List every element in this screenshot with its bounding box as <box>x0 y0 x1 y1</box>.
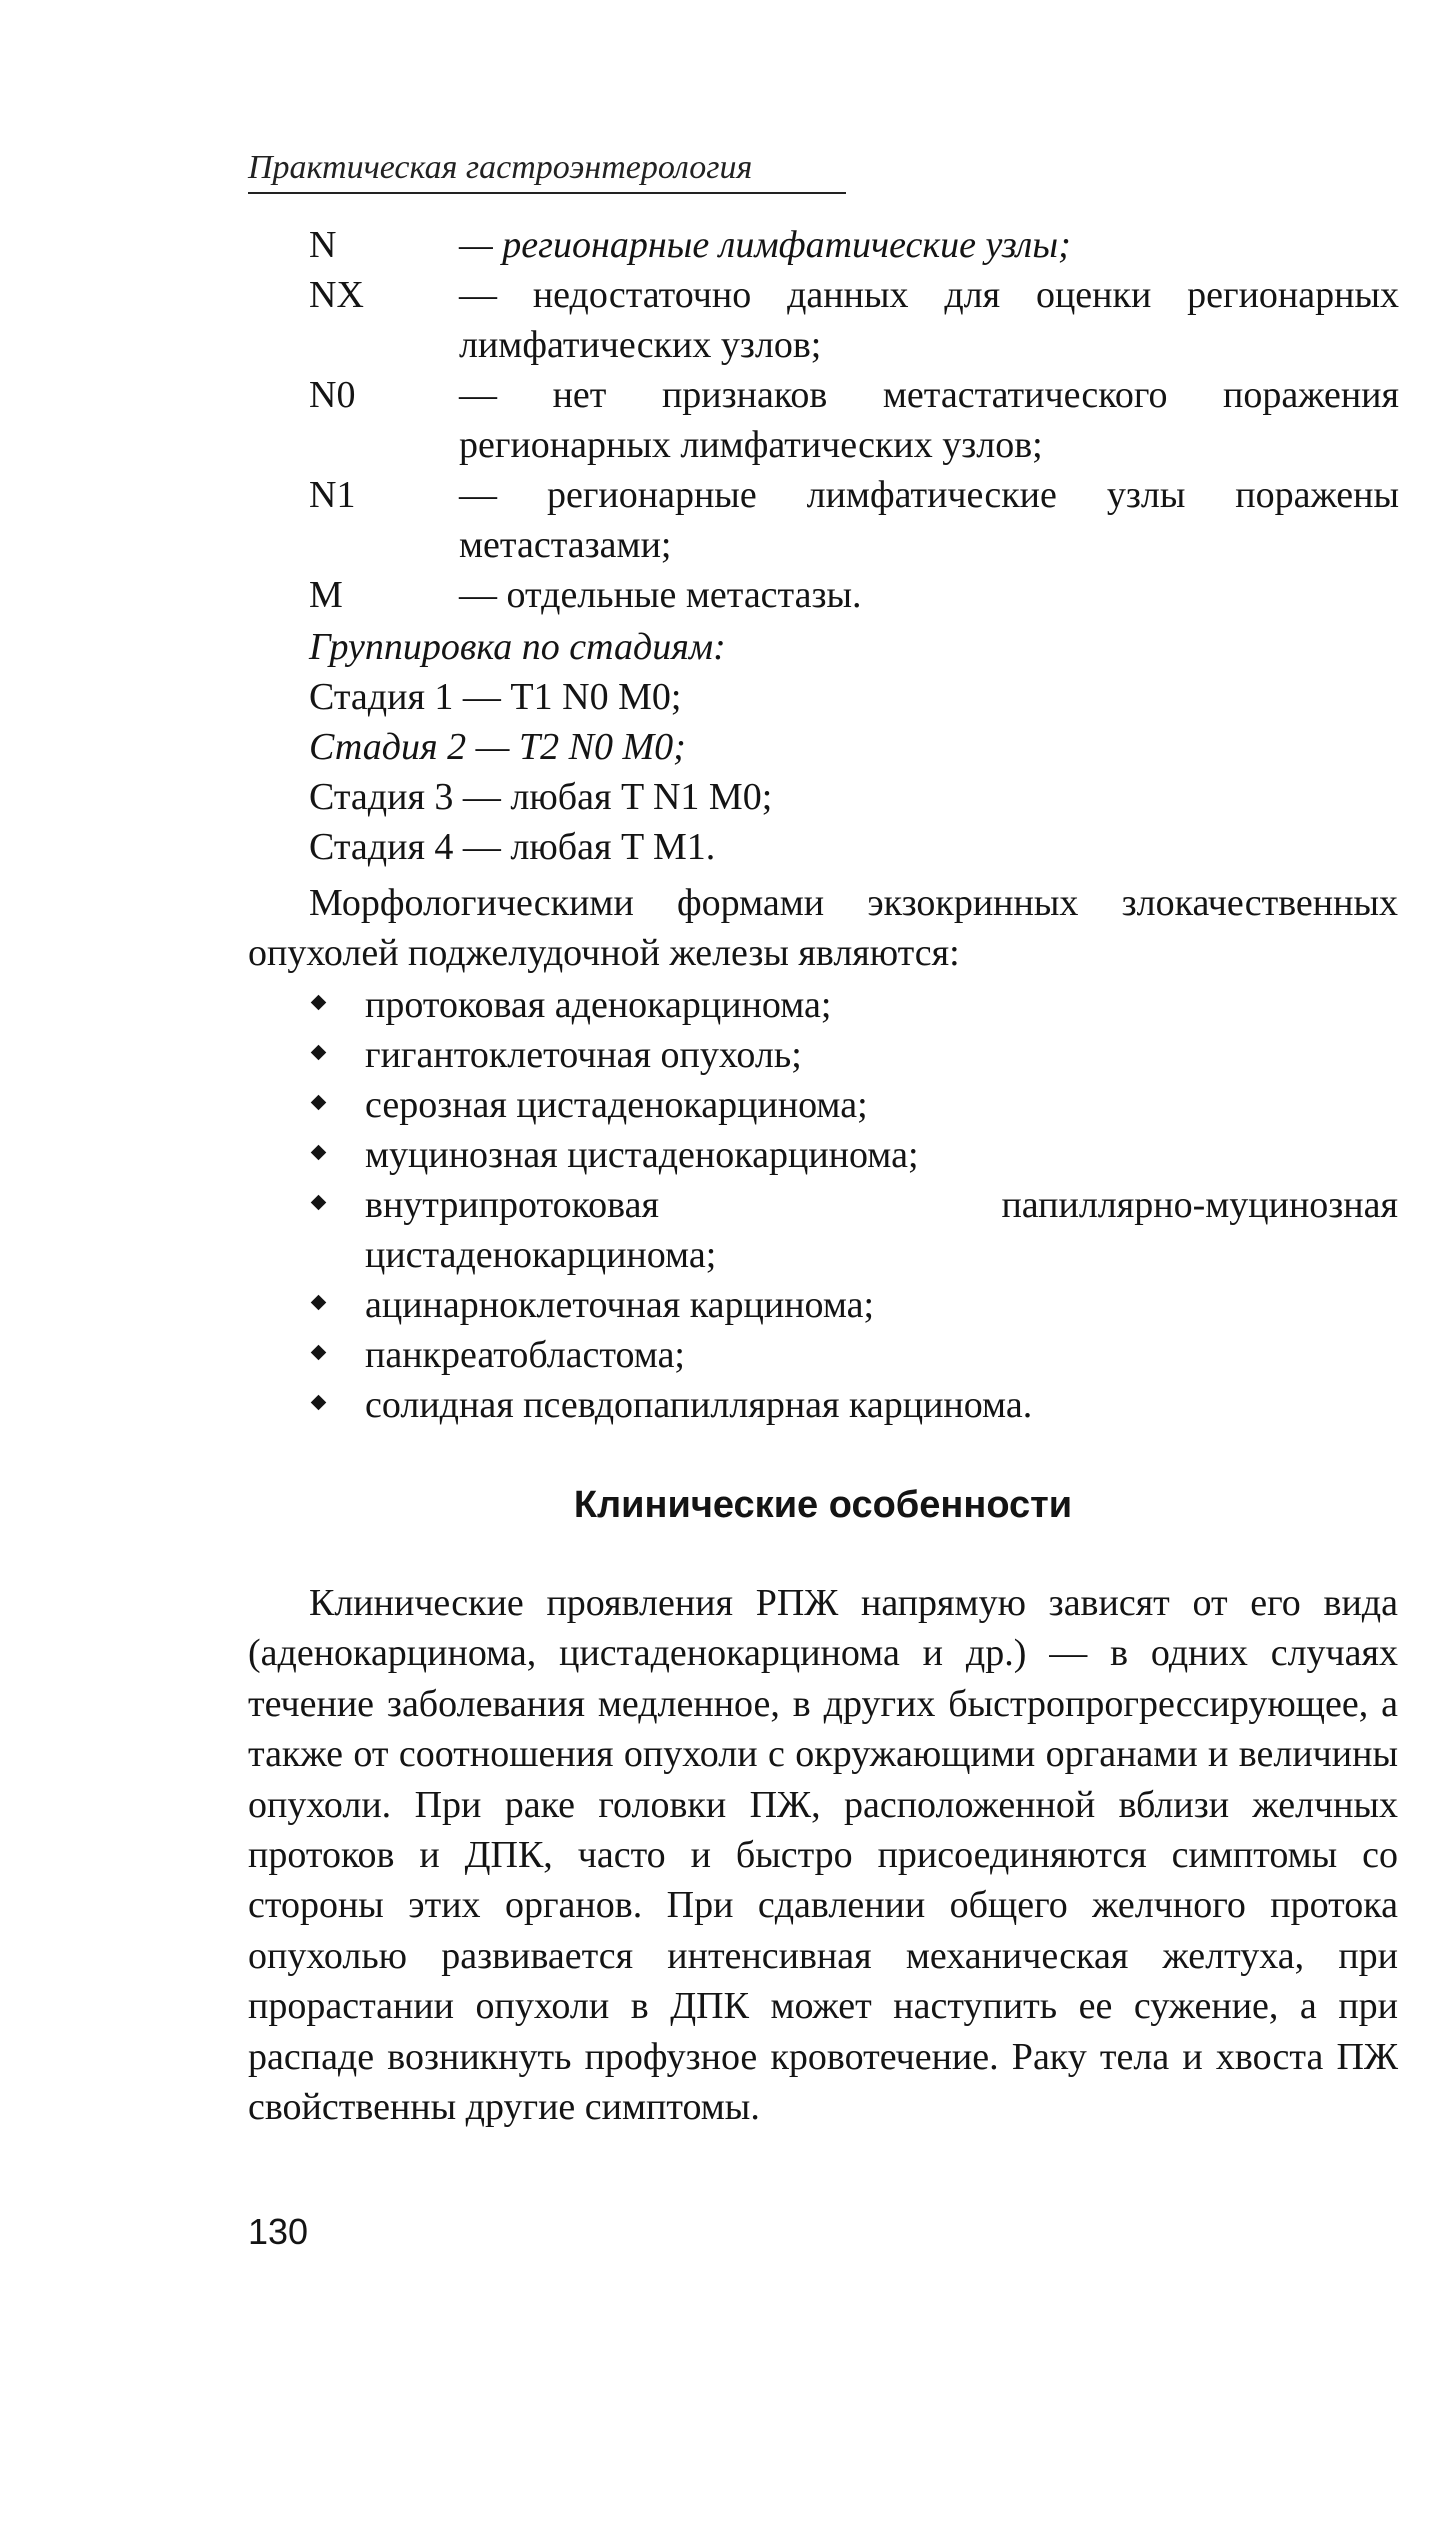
stage-line: Стадия 1 — T1 N0 M0; <box>309 676 682 718</box>
diamond-bullet-icon <box>311 1045 327 1061</box>
definition-row <box>309 370 1399 470</box>
list-item-text: серозная цистаденокарцинома; <box>365 1084 868 1126</box>
list-item-text: ацинарноклеточная карцинома; <box>365 1284 875 1326</box>
page-number: 130 <box>248 2211 309 2252</box>
list-item <box>309 1080 1398 1130</box>
stage-line: Стадия 4 — любая T M1. <box>309 826 716 868</box>
stage-line: Стадия 2 — T2 N0 M0; <box>309 726 686 768</box>
definition-text: — нет признаков метастатического поражения регионарных лимфатических узлов; <box>459 374 1399 466</box>
stage-line: Стадия 3 — любая T N1 M0; <box>309 776 773 818</box>
list-item-text: внутрипротоковая папиллярно-муцинозная цистаденокарцинома; <box>365 1184 1398 1276</box>
definition-row <box>309 470 1399 570</box>
running-head: Практическая гастроэнтерология <box>248 148 846 194</box>
diamond-bullet-icon <box>311 1345 327 1361</box>
list-item-text: солидная псевдопапиллярная карцинома. <box>365 1384 1033 1426</box>
definition-term: N <box>309 224 337 266</box>
definition-term: N0 <box>309 374 356 416</box>
definition-term: NX <box>309 274 364 316</box>
diamond-bullet-icon <box>311 1295 327 1311</box>
diamond-bullet-icon <box>311 995 327 1011</box>
list-item <box>309 1180 1398 1280</box>
list-item-text: муцинозная цистаденокарцинома; <box>365 1134 919 1176</box>
list-item-text: панкреатобластома; <box>365 1334 685 1376</box>
diamond-bullet-icon <box>311 1195 327 1211</box>
morphology-intro: Морфологическими формами экзокринных злокачественных опухолей поджелудочной железы являются: <box>248 882 1398 974</box>
stage-grouping-title: Группировка по стадиям: <box>309 626 726 668</box>
definition-term: M <box>309 574 343 616</box>
definition-row <box>309 220 1399 270</box>
definition-text: — недостаточно данных для оценки регионарных лимфатических узлов; <box>459 274 1399 366</box>
definition-row <box>309 270 1399 370</box>
list-item <box>309 1330 1398 1380</box>
list-item <box>309 1280 1398 1330</box>
diamond-bullet-icon <box>311 1395 327 1411</box>
definition-row <box>309 570 1399 620</box>
definition-text: — регионарные лимфатические узлы; <box>459 224 1071 266</box>
list-item <box>309 1380 1398 1430</box>
list-item-text: протоковая аденокарцинома; <box>365 984 832 1026</box>
list-item-text: гигантоклеточная опухоль; <box>365 1034 802 1076</box>
diamond-bullet-icon <box>311 1095 327 1111</box>
morphology-list <box>309 980 1398 1430</box>
list-item <box>309 1130 1398 1180</box>
clinical-paragraph: Клинические проявления РПЖ напрямую зависят от его вида (аденокарцинома, цистаденокарцинома и др.) — в одних случаях течение заболевания медленное, в других быстропрогрессирующее, а также от соотношения опухоли с окружающими органами и величины опухоли. При раке головки ПЖ, расположенной вблизи желчных протоков и ДПК, часто и быстро присоединяются симптомы со стороны этих органов. При сдавлении общего желчного протока опухолью развивается интенсивная механическая желтуха, при прорастании опухоли в ДПК может наступить ее сужение, а при распаде возникнуть профузное кровотечение. Раку тела и хвоста ПЖ свойственны другие симптомы. <box>248 1582 1398 2129</box>
list-item <box>309 980 1398 1030</box>
definition-term: N1 <box>309 474 356 516</box>
definition-text: — отдельные метастазы. <box>459 574 862 616</box>
diamond-bullet-icon <box>311 1145 327 1161</box>
list-item <box>309 1030 1398 1080</box>
definition-text: — регионарные лимфатические узлы поражены метастазами; <box>459 474 1399 566</box>
tnm-definitions <box>309 220 1399 620</box>
section-heading: Клинические особенности <box>573 1484 1073 1526</box>
